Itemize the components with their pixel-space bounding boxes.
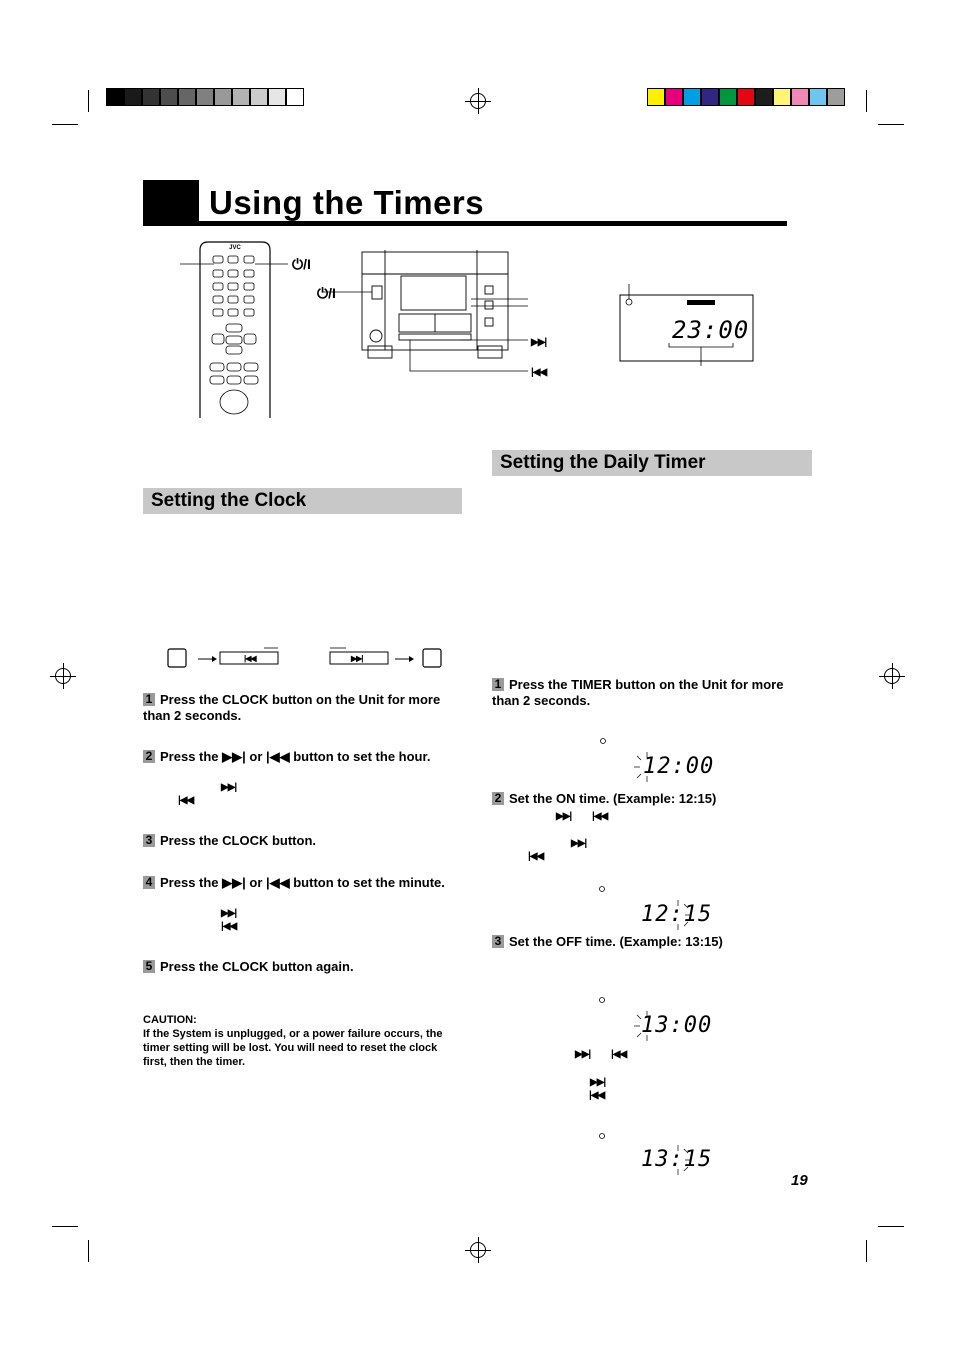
daily-timer-section-heading: Setting the Daily Timer	[492, 450, 812, 476]
daily-step-3-prev-icon: |◀◀	[611, 1049, 627, 1060]
lcd-1215: 12:15	[641, 902, 713, 927]
daily-step-2-prev-icon-2: |◀◀	[528, 851, 544, 862]
timer-indicator-icon-4	[598, 1132, 606, 1140]
unit-power-label: ⏻/I	[317, 285, 336, 301]
page-title: Using the Timers	[209, 184, 485, 221]
registration-mark-top	[470, 93, 486, 109]
clock-step-4: 4 Press the ▶▶| or |◀◀ button to set the minute.	[143, 875, 453, 891]
clock-step-4-next-icon: ▶▶|	[221, 908, 237, 919]
registration-mark-right	[884, 668, 900, 684]
caution-title: CAUTION:	[143, 1014, 197, 1026]
sequence-prev-icon: |◀◀	[244, 654, 256, 663]
timer-indicator-icon-1	[599, 737, 607, 745]
daily-step-2-prev-icon: |◀◀	[592, 811, 608, 822]
daily-step-2-next-icon: ▶▶|	[556, 811, 572, 822]
page-number: 19	[791, 1172, 808, 1189]
daily-step-1: 1 Press the TIMER button on the Unit for more than 2 seconds.	[492, 677, 784, 708]
title-rule	[199, 221, 787, 226]
clock-step-3: 3 Press the CLOCK button.	[143, 833, 453, 849]
timer-indicator-icon-2	[598, 885, 606, 893]
clock-step-4-prev-icon: |◀◀	[221, 921, 237, 932]
clock-sequence-diagram	[160, 643, 450, 673]
daily-step-2-next-icon-2: ▶▶|	[571, 838, 587, 849]
timer-indicator-icon-3	[598, 996, 606, 1004]
clock-step-2-prev-icon: |◀◀	[178, 795, 194, 806]
daily-step-3-prev-icon-2: |◀◀	[589, 1090, 605, 1101]
unit-next-label: ▶▶|	[531, 337, 547, 348]
display-panel-time: 23:00	[672, 316, 750, 344]
lcd-1315: 13:15	[641, 1147, 713, 1172]
daily-step-3: 3 Set the OFF time. (Example: 13:15)	[492, 934, 802, 950]
clock-step-1: 1 Press the CLOCK button on the Unit for more than 2 seconds.	[143, 692, 441, 723]
registration-mark-bottom	[470, 1242, 486, 1258]
title-block	[143, 180, 199, 226]
daily-step-3-next-icon-2: ▶▶|	[590, 1077, 606, 1088]
caution-text: If the System is unplugged, or a power failure occurs, the timer setting will be lost. You will need to reset the clock first, then the timer.	[143, 1028, 443, 1068]
remote-brand-logo: JVC	[229, 245, 241, 251]
sequence-next-icon: ▶▶|	[351, 654, 363, 663]
lcd-1200: 12:00	[643, 754, 715, 779]
daily-step-2: 2 Set the ON time. (Example: 12:15)	[492, 791, 802, 807]
daily-step-3-next-icon: ▶▶|	[575, 1049, 591, 1060]
registration-mark-left	[55, 668, 71, 684]
main-unit-illustration	[310, 246, 560, 381]
clock-section-heading: Setting the Clock	[143, 488, 462, 514]
unit-prev-label: |◀◀	[531, 367, 547, 378]
remote-power-label: ⏻/I	[292, 256, 311, 272]
lcd-1300: 13:00	[641, 1013, 713, 1038]
clock-step-2-next-icon: ▶▶|	[221, 782, 237, 793]
clock-step-2: 2 Press the ▶▶| or |◀◀ button to set the hour.	[143, 749, 453, 765]
clock-step-5: 5 Press the CLOCK button again.	[143, 959, 453, 975]
